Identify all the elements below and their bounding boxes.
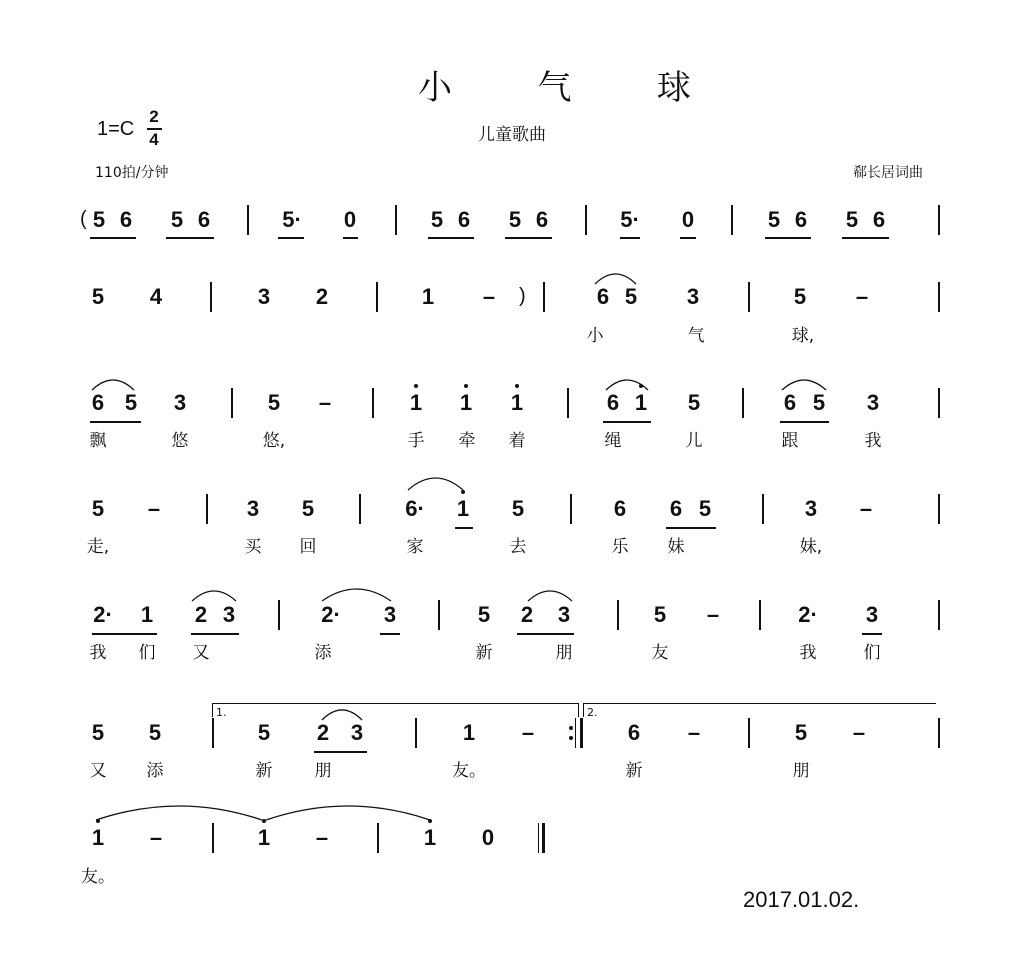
jianpu-note: – <box>149 825 163 850</box>
lyric-syllable: 添 <box>314 643 332 663</box>
lyric-syllable: 家 <box>406 537 424 557</box>
slur-arc <box>408 478 463 490</box>
lyric-syllable: 牵 <box>458 431 476 451</box>
jianpu-note: – <box>706 602 720 627</box>
slur-arc <box>192 591 236 601</box>
jianpu-note: 5 <box>794 720 808 745</box>
tempo-marking: 110拍/分钟 <box>95 165 169 181</box>
lyric-syllable: 新 <box>625 761 643 781</box>
lyric-syllable: 去 <box>509 537 527 557</box>
jianpu-note: 5 <box>653 602 667 627</box>
credit-line: 郗长居词曲 <box>853 165 923 181</box>
jianpu-note: 2 <box>316 720 330 745</box>
jianpu-note: 3 <box>222 602 236 627</box>
volta-label-1: 1. <box>216 706 227 719</box>
jianpu-note: 5 <box>124 390 138 415</box>
jianpu-note: 6 <box>535 207 549 232</box>
lyric-syllable: 朋 <box>314 761 332 781</box>
lyric-syllable: 妹 <box>667 537 685 557</box>
jianpu-note: 3 <box>383 602 397 627</box>
jianpu-note: 5 <box>170 207 184 232</box>
jianpu-note: 3 <box>804 496 818 521</box>
slur-arc <box>96 806 262 820</box>
jianpu-note: 6 <box>457 207 471 232</box>
open-parenthesis: ( <box>80 208 87 230</box>
lyric-syllable: 球, <box>791 326 815 346</box>
jianpu-note: 1 <box>456 496 470 521</box>
jianpu-note: 6 <box>627 720 641 745</box>
time-signature-top: 2 <box>149 107 159 126</box>
jianpu-note: – <box>859 496 873 521</box>
slur-arc <box>528 591 572 601</box>
jianpu-note: 2· <box>321 602 341 627</box>
slur-arc <box>266 806 430 820</box>
date-stamp: 2017.01.02. <box>743 887 860 912</box>
jianpu-note: 6 <box>119 207 133 232</box>
lyric-syllable: 乐 <box>611 537 629 557</box>
song-title: 小 气 球 <box>418 69 729 107</box>
song-genre: 儿童歌曲 <box>478 125 546 145</box>
jianpu-note: 5 <box>430 207 444 232</box>
lyric-syllable: 飘 <box>89 431 107 451</box>
jianpu-note: – <box>318 390 332 415</box>
jianpu-note: 5 <box>301 496 315 521</box>
jianpu-note: – <box>482 284 496 309</box>
jianpu-note: 5 <box>845 207 859 232</box>
jianpu-note: – <box>147 496 161 521</box>
lyric-syllable: 友。 <box>81 867 115 887</box>
jianpu-note: 5 <box>812 390 826 415</box>
jianpu-note: 5 <box>793 284 807 309</box>
slur-arc <box>782 380 826 390</box>
jianpu-note: 1 <box>423 825 437 850</box>
jianpu-note: 5 <box>257 720 271 745</box>
jianpu-note: 5 <box>91 720 105 745</box>
key-signature: 1=C <box>97 118 135 140</box>
jianpu-note: 5 <box>511 496 525 521</box>
jianpu-note: 0 <box>481 825 495 850</box>
jianpu-note: 6 <box>872 207 886 232</box>
jianpu-note: 3 <box>257 284 271 309</box>
jianpu-note: 5 <box>687 390 701 415</box>
jianpu-note: 5 <box>698 496 712 521</box>
jianpu-note: 5 <box>267 390 281 415</box>
lyric-syllable: 我 <box>799 643 817 663</box>
jianpu-note: 1 <box>510 390 524 415</box>
slur-arc <box>595 274 636 284</box>
volta-label-2: 2. <box>587 706 598 719</box>
jianpu-note: 3 <box>866 390 880 415</box>
jianpu-note: 1 <box>421 284 435 309</box>
lyric-syllable: 回 <box>299 537 317 557</box>
lyric-syllable: 小 <box>586 326 604 346</box>
jianpu-note: 6 <box>197 207 211 232</box>
slur-arc <box>322 710 362 720</box>
jianpu-note: 1 <box>140 602 154 627</box>
jianpu-note: 5 <box>91 284 105 309</box>
jianpu-note: 2 <box>315 284 329 309</box>
lyric-syllable: 添 <box>146 761 164 781</box>
jianpu-note: 6 <box>794 207 808 232</box>
lyric-syllable: 跟 <box>781 431 799 451</box>
lyric-syllable: 友 <box>651 643 669 663</box>
jianpu-note: 4 <box>149 284 163 309</box>
lyric-syllable: 们 <box>138 643 156 663</box>
jianpu-note: 5· <box>282 207 302 232</box>
lyric-syllable: 朋 <box>792 761 810 781</box>
jianpu-note: 6 <box>669 496 683 521</box>
time-signature-bottom: 4 <box>149 130 159 149</box>
jianpu-note: 6 <box>783 390 797 415</box>
jianpu-note: 6 <box>606 390 620 415</box>
close-parenthesis: ) <box>519 285 526 307</box>
lyric-syllable: 我 <box>864 431 882 451</box>
jianpu-note: 5 <box>148 720 162 745</box>
jianpu-note: 3 <box>557 602 571 627</box>
lyric-syllable: 悠 <box>171 431 189 451</box>
jianpu-note: 1 <box>91 825 105 850</box>
jianpu-note: 5 <box>477 602 491 627</box>
jianpu-note: – <box>315 825 329 850</box>
jianpu-note: 5 <box>767 207 781 232</box>
lyric-syllable: 新 <box>255 761 273 781</box>
lyric-syllable: 们 <box>863 643 881 663</box>
jianpu-note: 3 <box>350 720 364 745</box>
jianpu-note: 5 <box>92 207 106 232</box>
jianpu-note: 1 <box>257 825 271 850</box>
jianpu-note: 5· <box>620 207 640 232</box>
jianpu-note: 1 <box>459 390 473 415</box>
jianpu-note: 3 <box>173 390 187 415</box>
lyric-syllable: 绳 <box>604 431 622 451</box>
jianpu-note: 0 <box>343 207 357 232</box>
jianpu-note: 0 <box>681 207 695 232</box>
jianpu-note: 1 <box>634 390 648 415</box>
jianpu-note: – <box>521 720 535 745</box>
jianpu-note: – <box>687 720 701 745</box>
lyric-syllable: 着 <box>508 431 526 451</box>
lyric-syllable: 妹, <box>799 537 823 557</box>
jianpu-note: 2· <box>93 602 113 627</box>
jianpu-note: – <box>852 720 866 745</box>
lyric-syllable: 儿 <box>685 431 703 451</box>
lyric-syllable: 悠, <box>262 431 286 451</box>
lyric-syllable: 又 <box>192 643 210 663</box>
jianpu-note: 3 <box>686 284 700 309</box>
jianpu-note: 2 <box>520 602 534 627</box>
jianpu-note: 2· <box>798 602 818 627</box>
lyric-syllable: 又 <box>89 761 107 781</box>
lyric-syllable: 气 <box>687 326 705 346</box>
jianpu-note: 6· <box>405 496 425 521</box>
slur-arc <box>92 380 134 390</box>
jianpu-note: 5 <box>91 496 105 521</box>
lyric-syllable: 买 <box>244 537 262 557</box>
lyric-syllable: 我 <box>89 643 107 663</box>
lyric-syllable: 新 <box>475 643 493 663</box>
lyric-syllable: 朋 <box>555 643 573 663</box>
jianpu-note: 1 <box>462 720 476 745</box>
slur-arc <box>606 380 648 390</box>
jianpu-note: 1 <box>409 390 423 415</box>
jianpu-note: 2 <box>194 602 208 627</box>
lyric-syllable: 手 <box>407 431 425 451</box>
lyric-syllable: 友。 <box>452 761 486 781</box>
jianpu-note: 6 <box>596 284 610 309</box>
lyric-syllable: 走, <box>86 537 110 557</box>
jianpu-note: – <box>855 284 869 309</box>
jianpu-note: 5 <box>624 284 638 309</box>
jianpu-note: 6 <box>91 390 105 415</box>
jianpu-note: 3 <box>865 602 879 627</box>
jianpu-note: 6 <box>613 496 627 521</box>
jianpu-note: 5 <box>508 207 522 232</box>
jianpu-note: 3 <box>246 496 260 521</box>
slur-arc <box>322 589 391 601</box>
